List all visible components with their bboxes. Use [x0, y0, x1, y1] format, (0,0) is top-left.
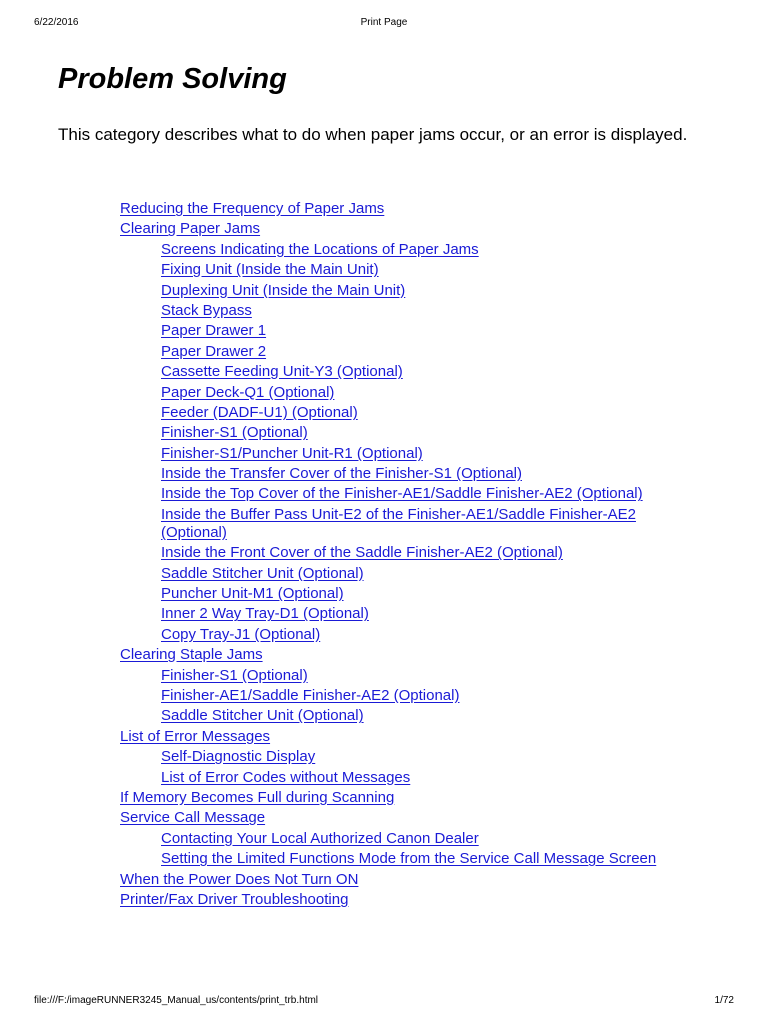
toc-subsection-item — [120, 302, 680, 320]
toc-subsection-item — [120, 485, 680, 503]
toc-subsection-link[interactable]: Inside the Front Cover of the Saddle Finisher-AE2 (Optional) — [161, 544, 563, 562]
toc-subsection-item — [120, 261, 680, 279]
toc-subsection-link[interactable]: Feeder (DADF-U1) (Optional) — [161, 403, 358, 421]
toc-subsection-link[interactable]: Finisher-S1/Puncher Unit-R1 (Optional) — [161, 444, 423, 462]
print-file-url: file:///F:/imageRUNNER3245_Manual_us/contents/print_trb.html — [34, 995, 319, 1006]
print-page-title: Print Page — [360, 17, 408, 28]
toc-subsection-item — [120, 544, 680, 562]
toc-subsection-item — [120, 241, 680, 259]
print-date: 6/22/2016 — [34, 17, 79, 28]
toc-section-link[interactable]: Reducing the Frequency of Paper Jams — [120, 200, 385, 217]
toc-subsection-link[interactable]: Inner 2 Way Tray-D1 (Optional) — [161, 605, 369, 623]
toc-subsection-link[interactable]: Screens Indicating the Locations of Paper Jams — [161, 240, 479, 258]
toc-subsection-link[interactable]: Cassette Feeding Unit-Y3 (Optional) — [161, 363, 403, 381]
toc-section-item — [120, 789, 680, 807]
toc-subsection-item — [120, 322, 680, 340]
toc-subsection-link[interactable]: Paper Drawer 2 — [161, 342, 267, 360]
toc-section-link[interactable]: When the Power Does Not Turn ON — [120, 870, 359, 888]
toc-subsection-link[interactable]: Saddle Stitcher Unit (Optional) — [161, 564, 364, 582]
toc-subsection-item — [120, 565, 680, 583]
toc-subsection-item — [120, 404, 680, 422]
toc-section-link[interactable]: Clearing Paper Jams — [120, 220, 261, 238]
toc-subsection-link[interactable]: Paper Deck-Q1 (Optional) — [161, 383, 335, 401]
toc-subsection-item — [120, 748, 680, 766]
toc-section-item — [120, 809, 680, 827]
toc-section-link[interactable]: Service Call Message — [120, 809, 266, 827]
toc-subsection-item — [120, 465, 680, 483]
toc-subsection-item — [120, 363, 680, 381]
toc-subsection-item — [120, 626, 680, 644]
toc-section-item — [120, 646, 680, 664]
toc-section-link[interactable]: List of Error Messages — [120, 727, 271, 745]
toc-section-link[interactable]: If Memory Becomes Full during Scanning — [120, 788, 395, 806]
toc-section-item — [120, 728, 680, 746]
toc-section-item — [120, 891, 680, 909]
toc-subsection-item — [120, 424, 680, 442]
toc-subsection-item — [120, 282, 680, 300]
toc-section-link[interactable]: Clearing Staple Jams — [120, 646, 263, 664]
toc-subsection-link[interactable]: Contacting Your Local Authorized Canon Dealer — [161, 829, 479, 847]
toc-section-item — [120, 220, 680, 238]
toc-subsection-link[interactable]: Saddle Stitcher Unit (Optional) — [161, 707, 364, 725]
toc-subsection-link[interactable]: Puncher Unit-M1 (Optional) — [161, 585, 344, 603]
table-of-contents — [120, 200, 680, 911]
toc-subsection-item — [120, 769, 680, 787]
toc-subsection-link[interactable]: Inside the Top Cover of the Finisher-AE1/Saddle Finisher-AE2 (Optional) — [161, 485, 643, 503]
toc-subsection-link[interactable]: List of Error Codes without Messages — [161, 768, 411, 786]
toc-subsection-item — [120, 605, 680, 623]
print-page-count: 1/72 — [714, 995, 734, 1006]
toc-subsection-link[interactable]: Finisher-S1 (Optional) — [161, 666, 308, 684]
toc-subsection-link[interactable]: Duplexing Unit (Inside the Main Unit) — [161, 281, 406, 299]
toc-subsection-item — [120, 667, 680, 685]
toc-subsection-item — [120, 384, 680, 402]
toc-subsection-link[interactable]: Setting the Limited Functions Mode from the Service Call Message Screen — [161, 850, 657, 868]
toc-subsection-link[interactable]: Self-Diagnostic Display — [161, 748, 316, 766]
toc-subsection-item — [120, 687, 680, 705]
toc-subsection-link[interactable]: Stack Bypass — [161, 301, 252, 319]
intro-paragraph: This category describes what to do when paper jams occur, or an error is displayed. — [58, 125, 688, 144]
toc-subsection-link[interactable]: Finisher-AE1/Saddle Finisher-AE2 (Optional) — [161, 686, 460, 704]
toc-subsection-link[interactable]: Paper Drawer 1 — [161, 322, 267, 340]
toc-section-link[interactable]: Printer/Fax Driver Troubleshooting — [120, 890, 349, 908]
toc-subsection-link[interactable]: Fixing Unit (Inside the Main Unit) — [161, 261, 379, 279]
toc-subsection-item — [120, 585, 680, 603]
toc-subsection-link[interactable]: Inside the Transfer Cover of the Finisher-S1 (Optional) — [161, 465, 522, 483]
page-title: Problem Solving — [58, 63, 287, 95]
toc-subsection-item — [120, 850, 680, 868]
toc-subsection-item — [120, 506, 680, 542]
toc-subsection-item — [120, 445, 680, 463]
toc-section-item — [120, 871, 680, 889]
toc-section-item — [120, 200, 680, 218]
toc-subsection-link[interactable]: Copy Tray-J1 (Optional) — [161, 625, 321, 643]
toc-subsection-item — [120, 707, 680, 725]
toc-subsection-link[interactable]: Finisher-S1 (Optional) — [161, 424, 308, 442]
toc-subsection-link[interactable]: Inside the Buffer Pass Unit-E2 of the Finisher-AE1/Saddle Finisher-AE2 (Optional) — [161, 505, 636, 541]
toc-subsection-item — [120, 830, 680, 848]
toc-subsection-item — [120, 343, 680, 361]
